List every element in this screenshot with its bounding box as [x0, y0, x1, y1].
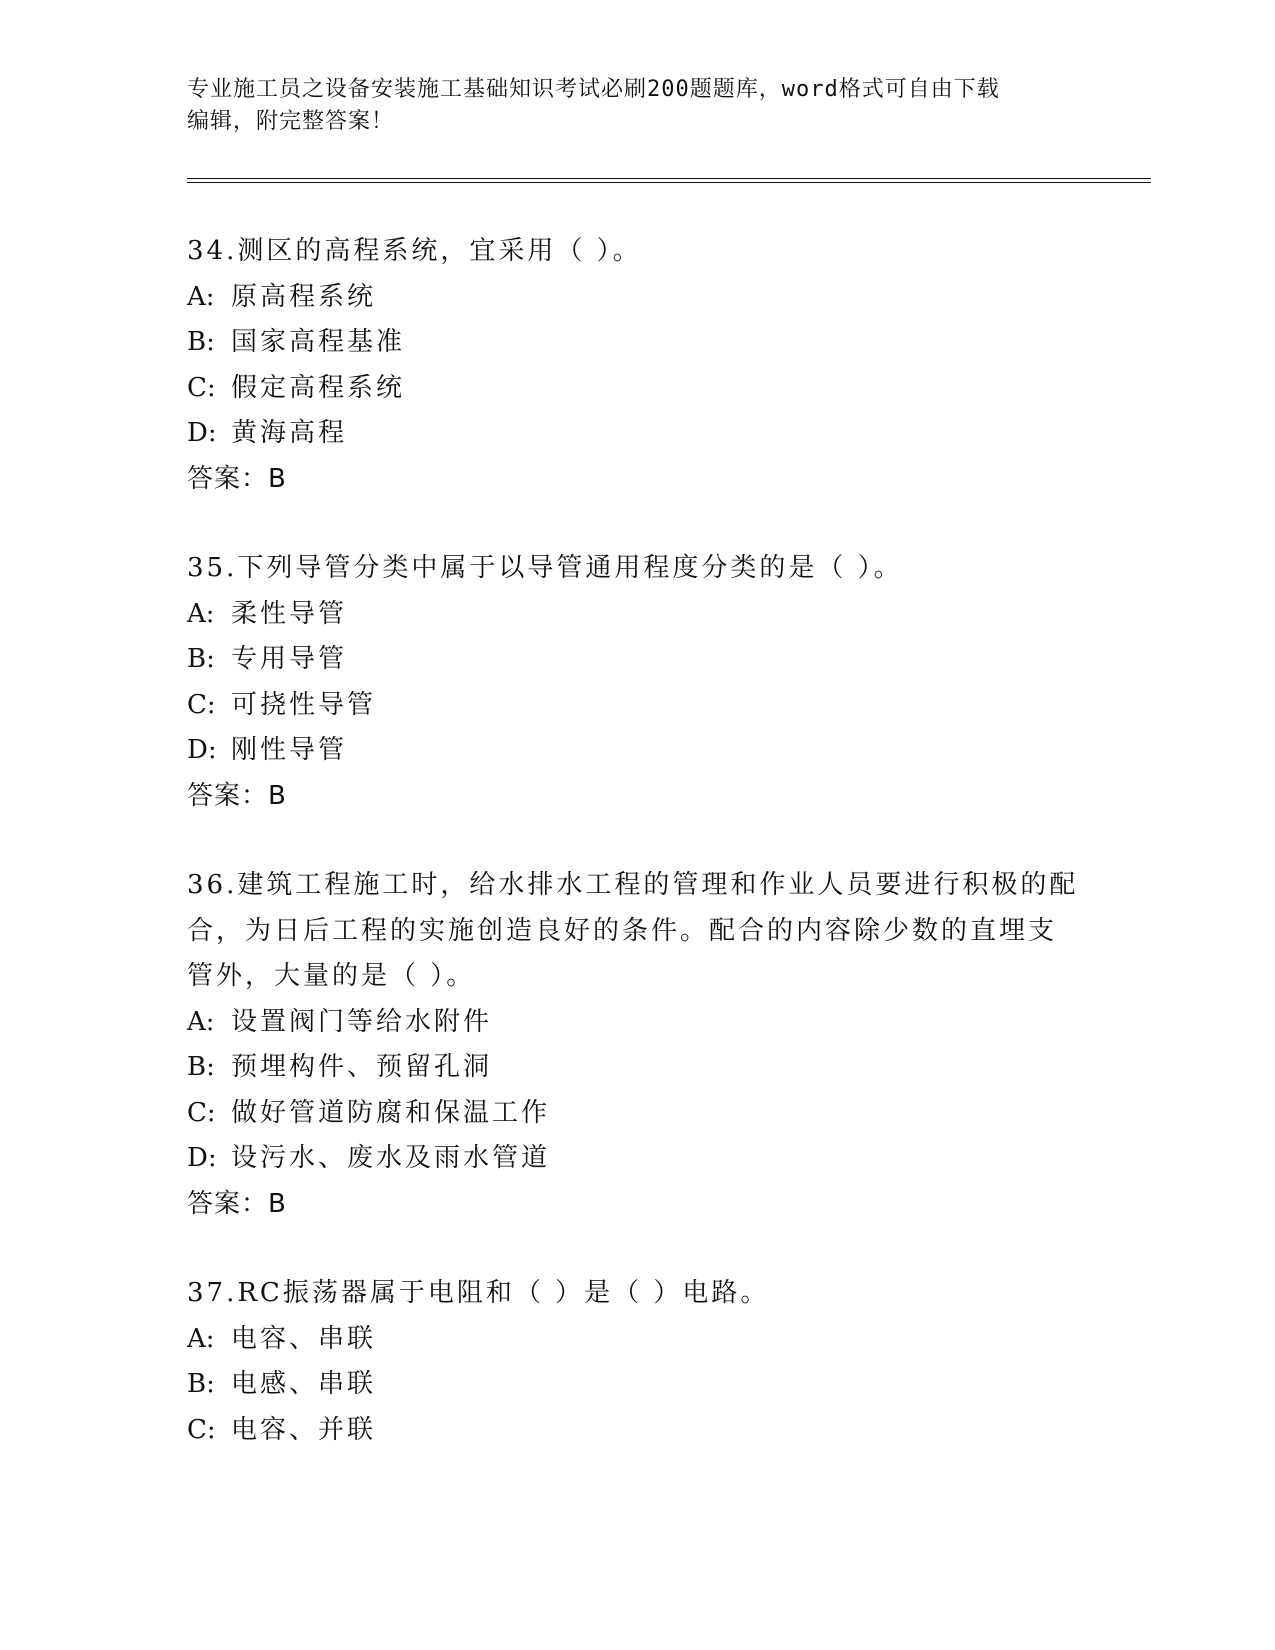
option-a: [187, 1000, 1087, 1046]
question-stem: 37.RC振荡器属于电阻和（ ）是（ ）电路。: [187, 1278, 770, 1308]
option-text: 做好管道防腐和保温工作: [231, 1097, 551, 1128]
answer-line: 答案：B: [187, 1188, 287, 1219]
option-label: A:: [187, 598, 215, 629]
option-label: B:: [187, 1052, 215, 1082]
question-stem-line-1: 36.建筑工程施工时，给水排水工程的管理和作业人员要进行积极的配: [187, 870, 1079, 900]
option-label: B:: [187, 644, 215, 674]
option-text: 柔性导管: [231, 598, 348, 629]
option-label: B:: [187, 1369, 215, 1399]
header-title-line-1: 专业施工员之设备安装施工基础知识考试必刷200题题库，word格式可自由下载: [187, 77, 1000, 102]
option-label: B:: [187, 327, 215, 357]
question-stem: 35.下列导管分类中属于以导管通用程度分类的是（ ）。: [187, 553, 903, 583]
document-header: [187, 74, 1077, 138]
option-text: 预埋构件、预留孔洞: [231, 1052, 493, 1082]
option-c: [187, 1091, 1087, 1137]
option-label: D:: [187, 735, 217, 765]
option-text: 电感、串联: [231, 1369, 377, 1399]
option-label: D:: [187, 418, 217, 448]
option-text: 可挠性导管: [231, 689, 377, 720]
option-b: [187, 1045, 1087, 1091]
option-text: 设置阀门等给水附件: [231, 1006, 493, 1037]
question-stem-line-3: 管外，大量的是（ ）。: [187, 961, 476, 991]
option-a: [187, 592, 1087, 638]
answer-line: 答案：B: [187, 463, 287, 494]
option-text: 专用导管: [231, 644, 348, 674]
option-label: A:: [187, 281, 215, 312]
option-text: 刚性导管: [231, 735, 348, 765]
question-37: [187, 1271, 1087, 1453]
option-b: [187, 320, 1087, 366]
question-35: [187, 546, 1087, 819]
option-d: [187, 728, 1087, 774]
option-label: A:: [187, 1006, 215, 1037]
option-a: [187, 275, 1087, 321]
question-36: [187, 863, 1087, 1227]
option-text: 设污水、废水及雨水管道: [231, 1143, 551, 1173]
option-label: C:: [187, 1097, 216, 1128]
option-text: 假定高程系统: [231, 372, 406, 403]
header-title-line-2: 编辑，附完整答案！: [187, 109, 395, 134]
header-divider-top: [187, 178, 1151, 179]
option-a: [187, 1317, 1087, 1363]
option-b: [187, 637, 1087, 683]
header-divider-bottom: [187, 182, 1151, 183]
option-text: 国家高程基准: [231, 327, 406, 357]
option-label: A:: [187, 1323, 215, 1354]
option-c: [187, 683, 1087, 729]
option-d: [187, 1136, 1087, 1182]
question-stem-line-2: 合，为日后工程的实施创造良好的条件。配合的内容除少数的直埋支: [187, 915, 1058, 946]
question-stem: 34.测区的高程系统，宜采用（ ）。: [187, 236, 642, 266]
option-b: [187, 1362, 1087, 1408]
option-text: 原高程系统: [231, 281, 377, 312]
option-text: 黄海高程: [231, 418, 348, 448]
option-label: C:: [187, 689, 216, 720]
option-label: D:: [187, 1143, 217, 1173]
option-c: [187, 366, 1087, 412]
option-label: C:: [187, 1414, 216, 1445]
option-text: 电容、串联: [231, 1323, 377, 1354]
option-c: [187, 1408, 1087, 1454]
option-text: 电容、并联: [231, 1414, 377, 1445]
answer-line: 答案：B: [187, 780, 287, 811]
question-34: [187, 229, 1087, 502]
option-label: C:: [187, 372, 216, 403]
option-d: [187, 411, 1087, 457]
